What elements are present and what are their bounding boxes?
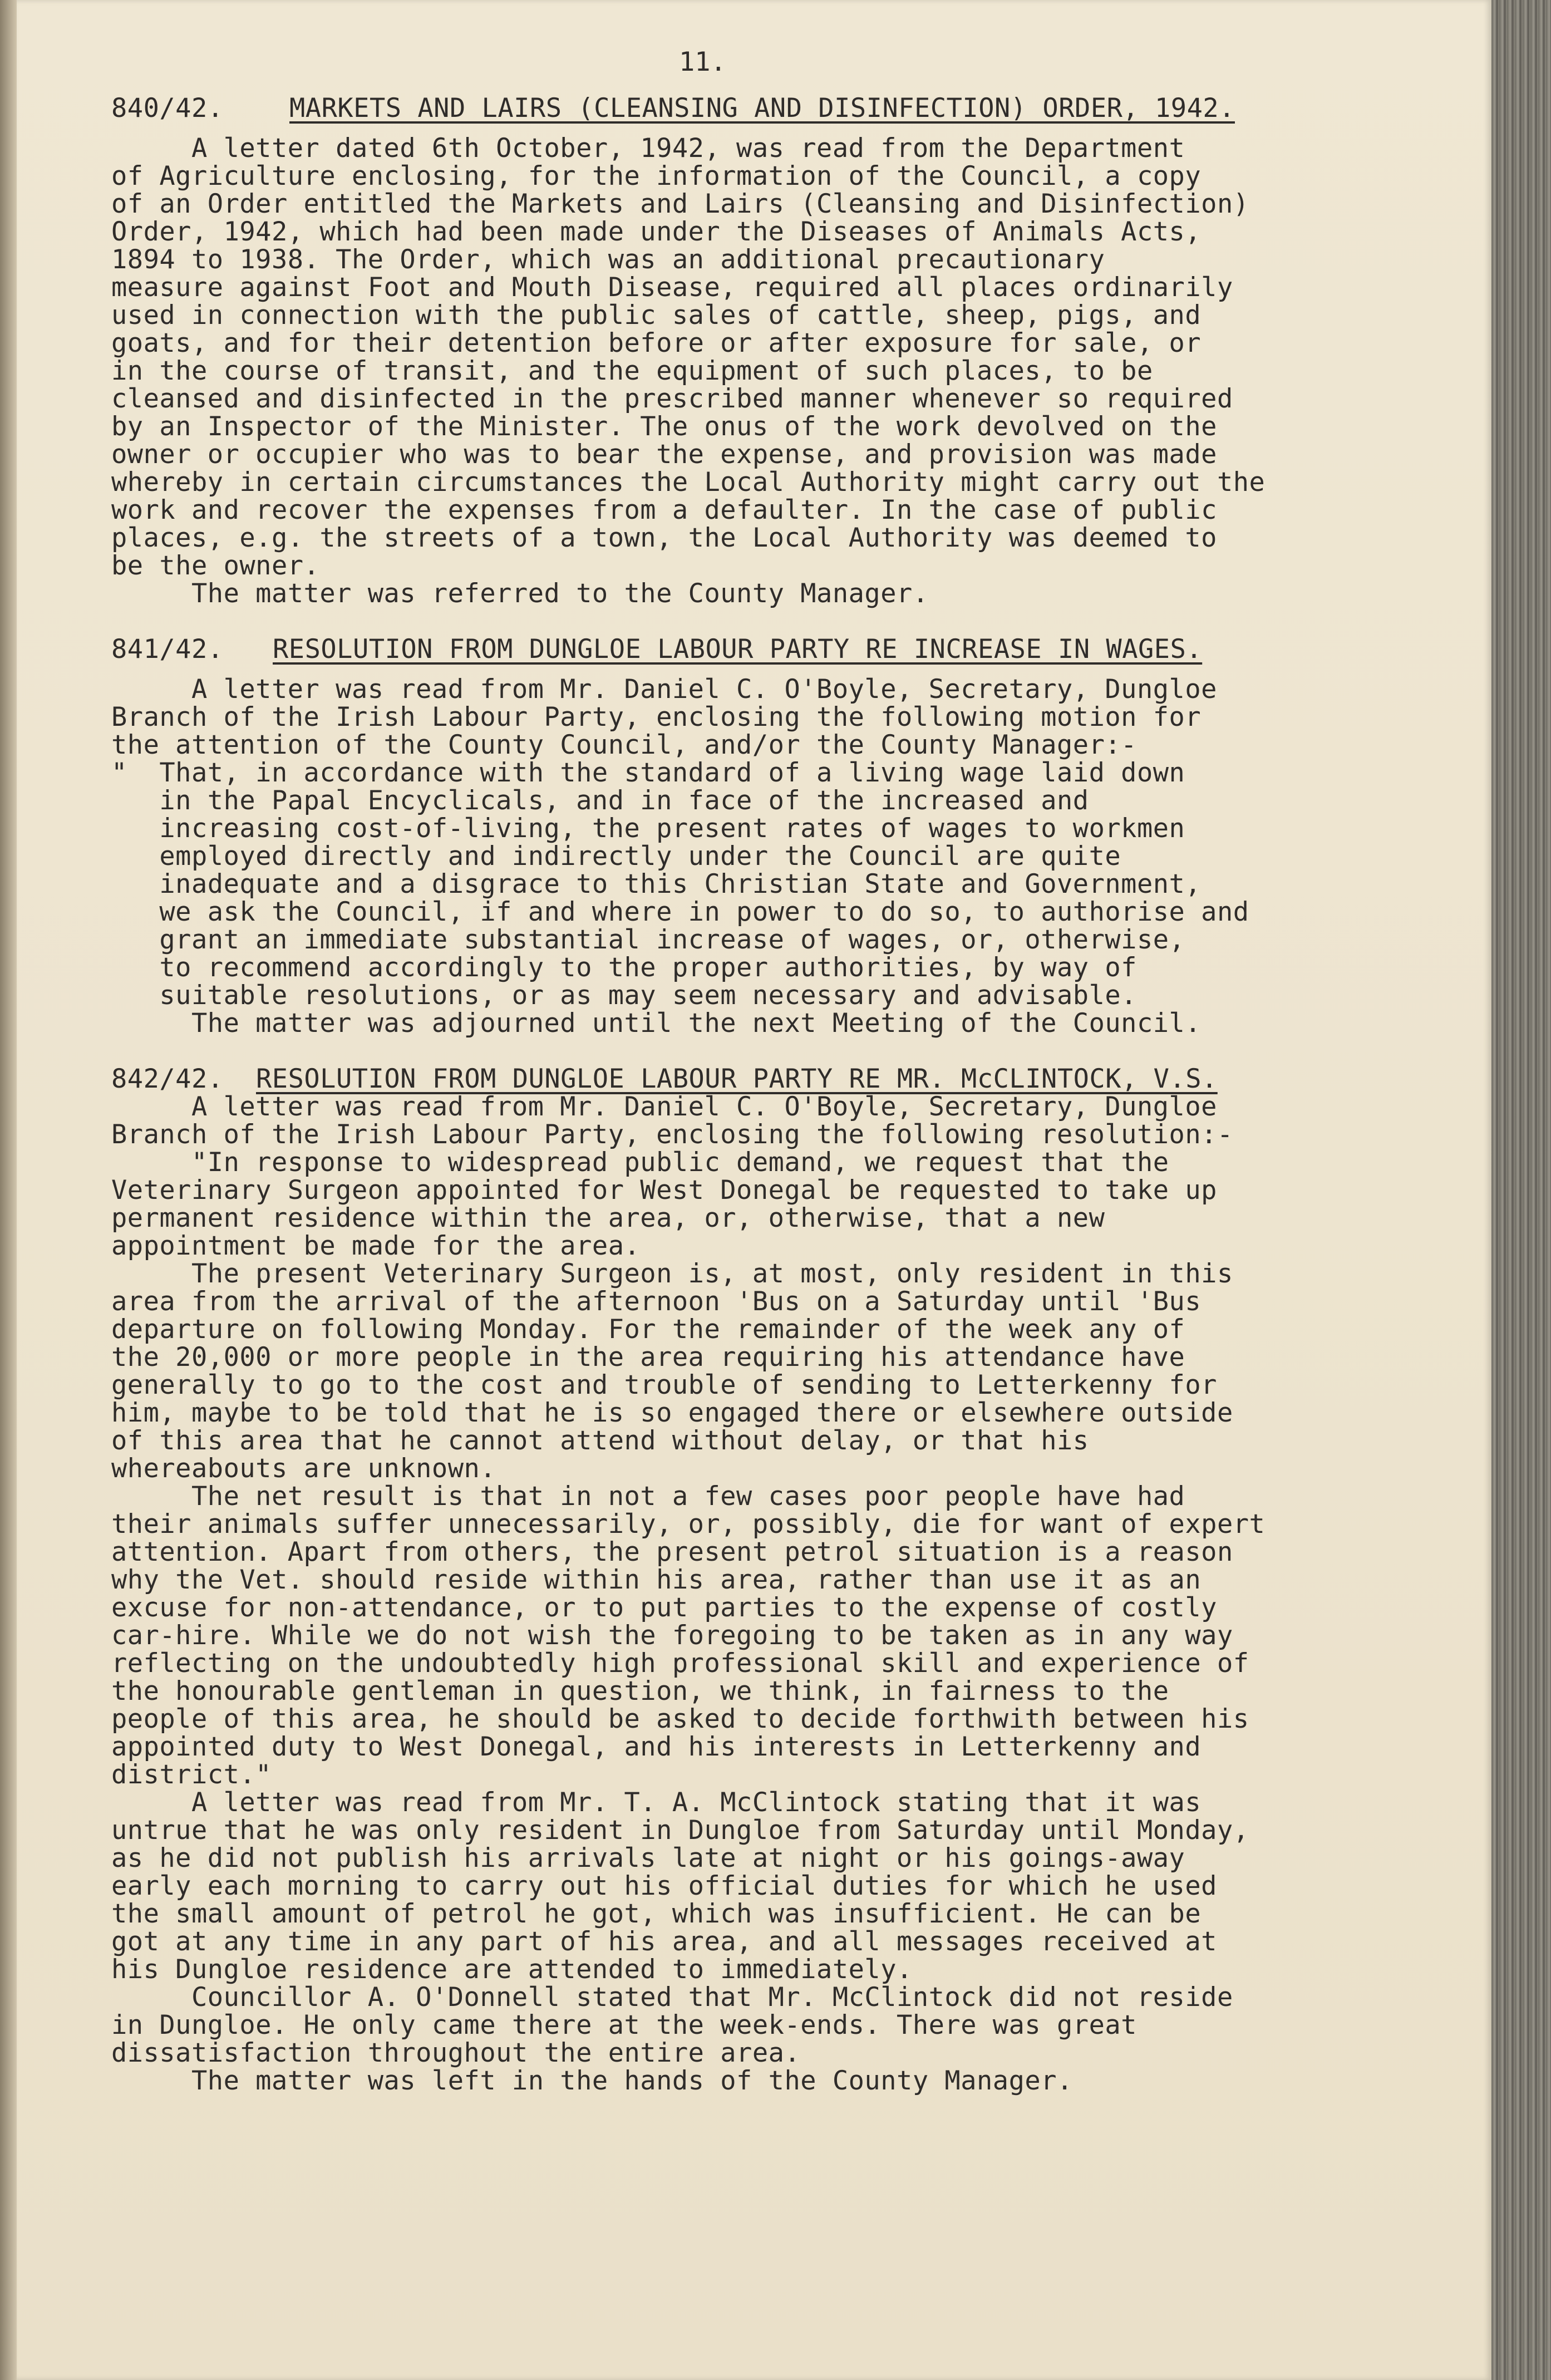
body-line: in Dungloe. He only came there at the week-ends. There was great [111, 2010, 1137, 2040]
item-heading [111, 95, 1347, 135]
body-line: used in connection with the public sales of cattle, sheep, pigs, and [111, 300, 1202, 331]
body-line: employed directly and indirectly under the Council are quite [111, 841, 1121, 872]
item-number: 840/42. [111, 93, 224, 124]
body-line: the honourable gentleman in question, we think, in fairness to the [111, 1676, 1169, 1707]
page-number: 11. [679, 47, 726, 77]
body-line: we ask the Council, if and where in power to do so, to authorise and [111, 897, 1249, 927]
body-line: whereby in certain circumstances the Local Authority might carry out the [111, 467, 1266, 498]
body-line: The matter was adjourned until the next Meeting of the Council. [111, 1008, 1202, 1039]
item-heading [111, 636, 1347, 676]
item-title: RESOLUTION FROM DUNGLOE LABOUR PARTY RE MR. McCLINTOCK, V.S. [256, 1064, 1218, 1094]
body-line: goats, and for their detention before or after exposure for sale, or [111, 328, 1202, 358]
body-line: excuse for non-attendance, or to put parties to the expense of costly [111, 1592, 1217, 1623]
body-line: reflecting on the undoubtedly high professional skill and experience of [111, 1648, 1249, 1679]
minutes-page [111, 45, 1347, 2095]
body-line: 1894 to 1938. The Order, which was an additional precautionary [111, 244, 1105, 275]
body-line: The matter was left in the hands of the County Manager. [111, 2066, 1073, 2096]
body-line: of this area that he cannot attend without delay, or that his [111, 1425, 1089, 1456]
body-line: got at any time in any part of his area, and all messages received at [111, 1926, 1217, 1957]
body-line: The matter was referred to the County Manager. [111, 578, 929, 609]
item-number: 841/42. [111, 634, 224, 665]
body-line: as he did not publish his arrivals late at night or his goings-away [111, 1843, 1185, 1873]
body-line: Veterinary Surgeon appointed for West Donegal be requested to take up [111, 1175, 1217, 1206]
minute-item-841 [111, 636, 1347, 1037]
body-line: suitable resolutions, or as may seem necessary and advisable. [111, 980, 1137, 1011]
item-body [111, 676, 1347, 1037]
body-line: "In response to widespread public demand, we request that the [111, 1147, 1169, 1178]
body-line: owner or occupier who was to bear the expense, and provision was made [111, 439, 1217, 470]
body-line: inadequate and a disgrace to this Christian State and Government, [111, 869, 1202, 899]
body-line: A letter was read from Mr. Daniel C. O'Boyle, Secretary, Dungloe [111, 674, 1217, 705]
body-line: The present Veterinary Surgeon is, at most, only resident in this [111, 1258, 1233, 1289]
body-line: district." [111, 1759, 272, 1790]
body-line: be the owner. [111, 550, 320, 581]
body-line: his Dungloe residence are attended to immediately. [111, 1954, 913, 1985]
body-line: their animals suffer unnecessarily, or, possibly, die for want of expert [111, 1509, 1266, 1540]
body-line: the 20,000 or more people in the area requiring his attendance have [111, 1342, 1185, 1373]
body-line: car-hire. While we do not wish the foregoing to be taken as in any way [111, 1620, 1233, 1651]
body-line: " That, in accordance with the standard of a living wage laid down [111, 758, 1185, 788]
body-line: Branch of the Irish Labour Party, enclosing the following motion for [111, 702, 1202, 732]
body-line: early each morning to carry out his official duties for which he used [111, 1871, 1217, 1901]
body-line: appointment be made for the area. [111, 1231, 641, 1261]
body-line: whereabouts are unknown. [111, 1453, 496, 1484]
body-line: why the Vet. should reside within his area, rather than use it as an [111, 1565, 1202, 1595]
body-line: permanent residence within the area, or, otherwise, that a new [111, 1203, 1105, 1233]
item-heading [111, 1065, 1347, 1093]
body-line: by an Inspector of the Minister. The onus of the work devolved on the [111, 411, 1217, 442]
item-body [111, 1093, 1347, 2095]
body-line: dissatisfaction throughout the entire area. [111, 2038, 801, 2068]
body-line: in the course of transit, and the equipment of such places, to be [111, 356, 1153, 386]
section-gap [111, 608, 1347, 636]
body-line: Councillor A. O'Donnell stated that Mr. McClintock did not reside [111, 1982, 1233, 2013]
minute-item-842 [111, 1065, 1347, 2095]
body-line: places, e.g. the streets of a town, the Local Authority was deemed to [111, 523, 1217, 553]
body-line: him, maybe to be told that he is so engaged there or elsewhere outside [111, 1398, 1233, 1428]
item-title: RESOLUTION FROM DUNGLOE LABOUR PARTY RE INCREASE IN WAGES. [273, 634, 1203, 665]
body-line: cleansed and disinfected in the prescribed manner whenever so required [111, 383, 1233, 414]
body-line: generally to go to the cost and trouble of sending to Letterkenny for [111, 1370, 1217, 1400]
body-line: Order, 1942, which had been made under the Diseases of Animals Acts, [111, 217, 1202, 247]
body-line: Branch of the Irish Labour Party, enclosing the following resolution:- [111, 1119, 1233, 1150]
page-edge [1491, 0, 1551, 2380]
item-body [111, 135, 1347, 608]
body-line: departure on following Monday. For the remainder of the week any of [111, 1314, 1185, 1345]
body-line: the small amount of petrol he got, which was insufficient. He can be [111, 1899, 1202, 1929]
body-line: A letter dated 6th October, 1942, was read from the Department [111, 133, 1185, 164]
body-line: A letter was read from Mr. Daniel C. O'Boyle, Secretary, Dungloe [111, 1091, 1217, 1122]
body-line: grant an immediate substantial increase of wages, or, otherwise, [111, 925, 1185, 955]
body-line: A letter was read from Mr. T. A. McClintock stating that it was [111, 1787, 1202, 1818]
body-line: work and recover the expenses from a defaulter. In the case of public [111, 495, 1217, 525]
body-line: attention. Apart from others, the present petrol situation is a reason [111, 1537, 1233, 1567]
body-line: untrue that he was only resident in Dungloe from Saturday until Monday, [111, 1815, 1249, 1846]
body-line: area from the arrival of the afternoon 'Bus on a Saturday until 'Bus [111, 1286, 1202, 1317]
item-number: 842/42. [111, 1064, 224, 1094]
body-line: appointed duty to West Donegal, and his interests in Letterkenny and [111, 1732, 1202, 1762]
minute-item-840 [111, 95, 1347, 608]
body-line: increasing cost-of-living, the present rates of wages to workmen [111, 813, 1185, 844]
body-line: in the Papal Encyclicals, and in face of the increased and [111, 785, 1089, 816]
body-line: the attention of the County Council, and/or the County Manager:- [111, 730, 1137, 760]
body-line: of an Order entitled the Markets and Lairs (Cleansing and Disinfection) [111, 189, 1249, 219]
body-line: measure against Foot and Mouth Disease, required all places ordinarily [111, 272, 1233, 303]
body-line: The net result is that in not a few cases poor people have had [111, 1481, 1185, 1512]
item-title: MARKETS AND LAIRS (CLEANSING AND DISINFECTION) ORDER, 1942. [289, 93, 1235, 124]
body-line: of Agriculture enclosing, for the information of the Council, a copy [111, 161, 1202, 191]
body-line: people of this area, he should be asked to decide forthwith between his [111, 1704, 1249, 1734]
body-line: to recommend accordingly to the proper authorities, by way of [111, 952, 1137, 983]
section-gap [111, 1037, 1347, 1065]
